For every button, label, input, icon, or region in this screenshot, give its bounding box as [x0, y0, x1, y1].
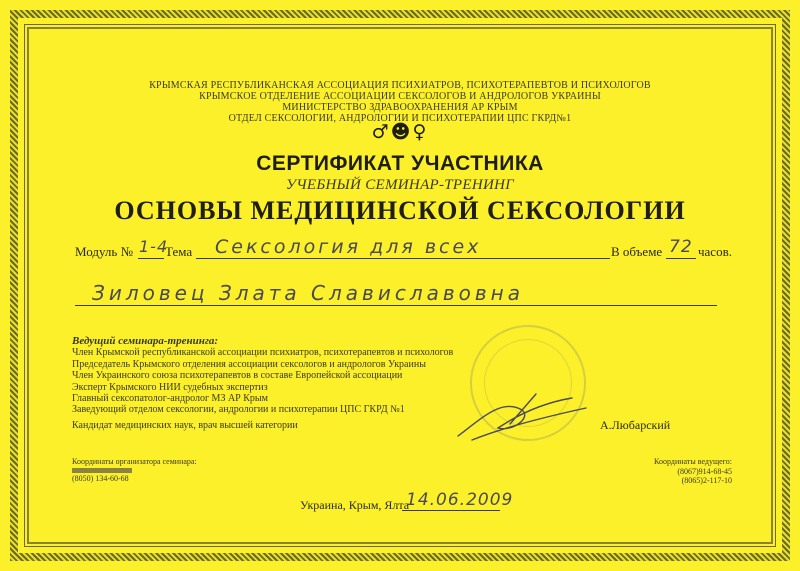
leader-block — [72, 336, 453, 431]
organizer-contacts-label: Координаты организатора семинара: — [72, 457, 197, 466]
hours-label: часов. — [698, 244, 732, 259]
header-line-4: ОТДЕЛ СЕКСОЛОГИИ, АНДРОЛОГИИ И ПСИХОТЕРАПИИ ЦПС ГКРД№1 — [228, 113, 572, 124]
gender-symbols-icon: ♂☻♀ — [371, 121, 429, 143]
leader-phone: (8065)2-117-10 — [681, 476, 732, 485]
leader-line: Главный сексопатолог-андролог МЗ АР Крым — [72, 393, 268, 405]
volume-label: В объеме — [611, 244, 663, 259]
certificate-subtitle: УЧЕБНЫЙ СЕМИНАР-ТРЕНИНГ — [285, 177, 515, 193]
topic-value: Сексология для всех — [215, 236, 482, 258]
organizer-contacts — [72, 457, 197, 483]
redacted-bar — [72, 468, 132, 473]
leader-line: Член Украинского союза психотерапевтов в составе Европейской ассоциации — [72, 370, 403, 382]
topic-label: Тема — [165, 244, 193, 259]
certificate-title: СЕРТИФИКАТ УЧАСТНИКА — [256, 152, 544, 175]
participant-underline — [75, 305, 717, 306]
module-label: Модуль № — [75, 244, 133, 259]
organizer-phone: (8050) 134-60-68 — [72, 473, 129, 483]
leader-line: Эксперт Крымского НИИ судебных экспертиз — [72, 381, 268, 393]
date-underline — [402, 510, 500, 511]
footer-date: 14.06.2009 — [406, 490, 514, 510]
hours-underline — [666, 258, 696, 259]
module-number: 1-4 — [139, 237, 169, 256]
leader-line: Председатель Крымского отделения ассоциации сексологов и андрологов Украины — [72, 358, 426, 370]
signature — [452, 388, 592, 448]
leader-line: Член Крымской республиканской ассоциации психиатров, психотерапевтов и психологов — [72, 347, 454, 359]
topic-underline — [196, 258, 610, 259]
participant-name: Зиловец Злата Славиславовна — [92, 281, 524, 305]
header-line-1: КРЫМСКАЯ РЕСПУБЛИКАНСКАЯ АССОЦИАЦИЯ ПСИХИАТРОВ, ПСИХОТЕРАПЕВТОВ И ПСИХОЛОГОВ — [149, 80, 651, 91]
signatory-name: А.Любарский — [600, 418, 671, 432]
hours-value: 72 — [669, 237, 693, 257]
header-line-3: МИНИСТЕРСТВО ЗДРАВООХРАНЕНИЯ АР КРЫМ — [282, 102, 518, 113]
leader-heading: Ведущий семинара-тренинга: — [72, 335, 219, 347]
module-number-underline — [138, 258, 164, 259]
leader-line: Кандидат медицинских наук, врач высшей категории — [72, 419, 298, 431]
leader-phone: (8067)914-68-45 — [677, 466, 732, 476]
leader-line: Заведующий отделом сексологии, андрологии и психотерапии ЦПС ГКРД №1 — [72, 404, 405, 416]
header-line-2: КРЫМСКОЕ ОТДЕЛЕНИЕ АССОЦИАЦИИ СЕКСОЛОГОВ И АНДРОЛОГОВ УКРАИНЫ — [199, 91, 601, 102]
footer-place: Украина, Крым, Ялта — [300, 498, 410, 512]
leader-contacts-label: Координаты ведущего: — [654, 457, 732, 466]
course-title: ОСНОВЫ МЕДИЦИНСКОЙ СЕКСОЛОГИИ — [114, 196, 686, 225]
leader-contacts — [650, 457, 732, 486]
